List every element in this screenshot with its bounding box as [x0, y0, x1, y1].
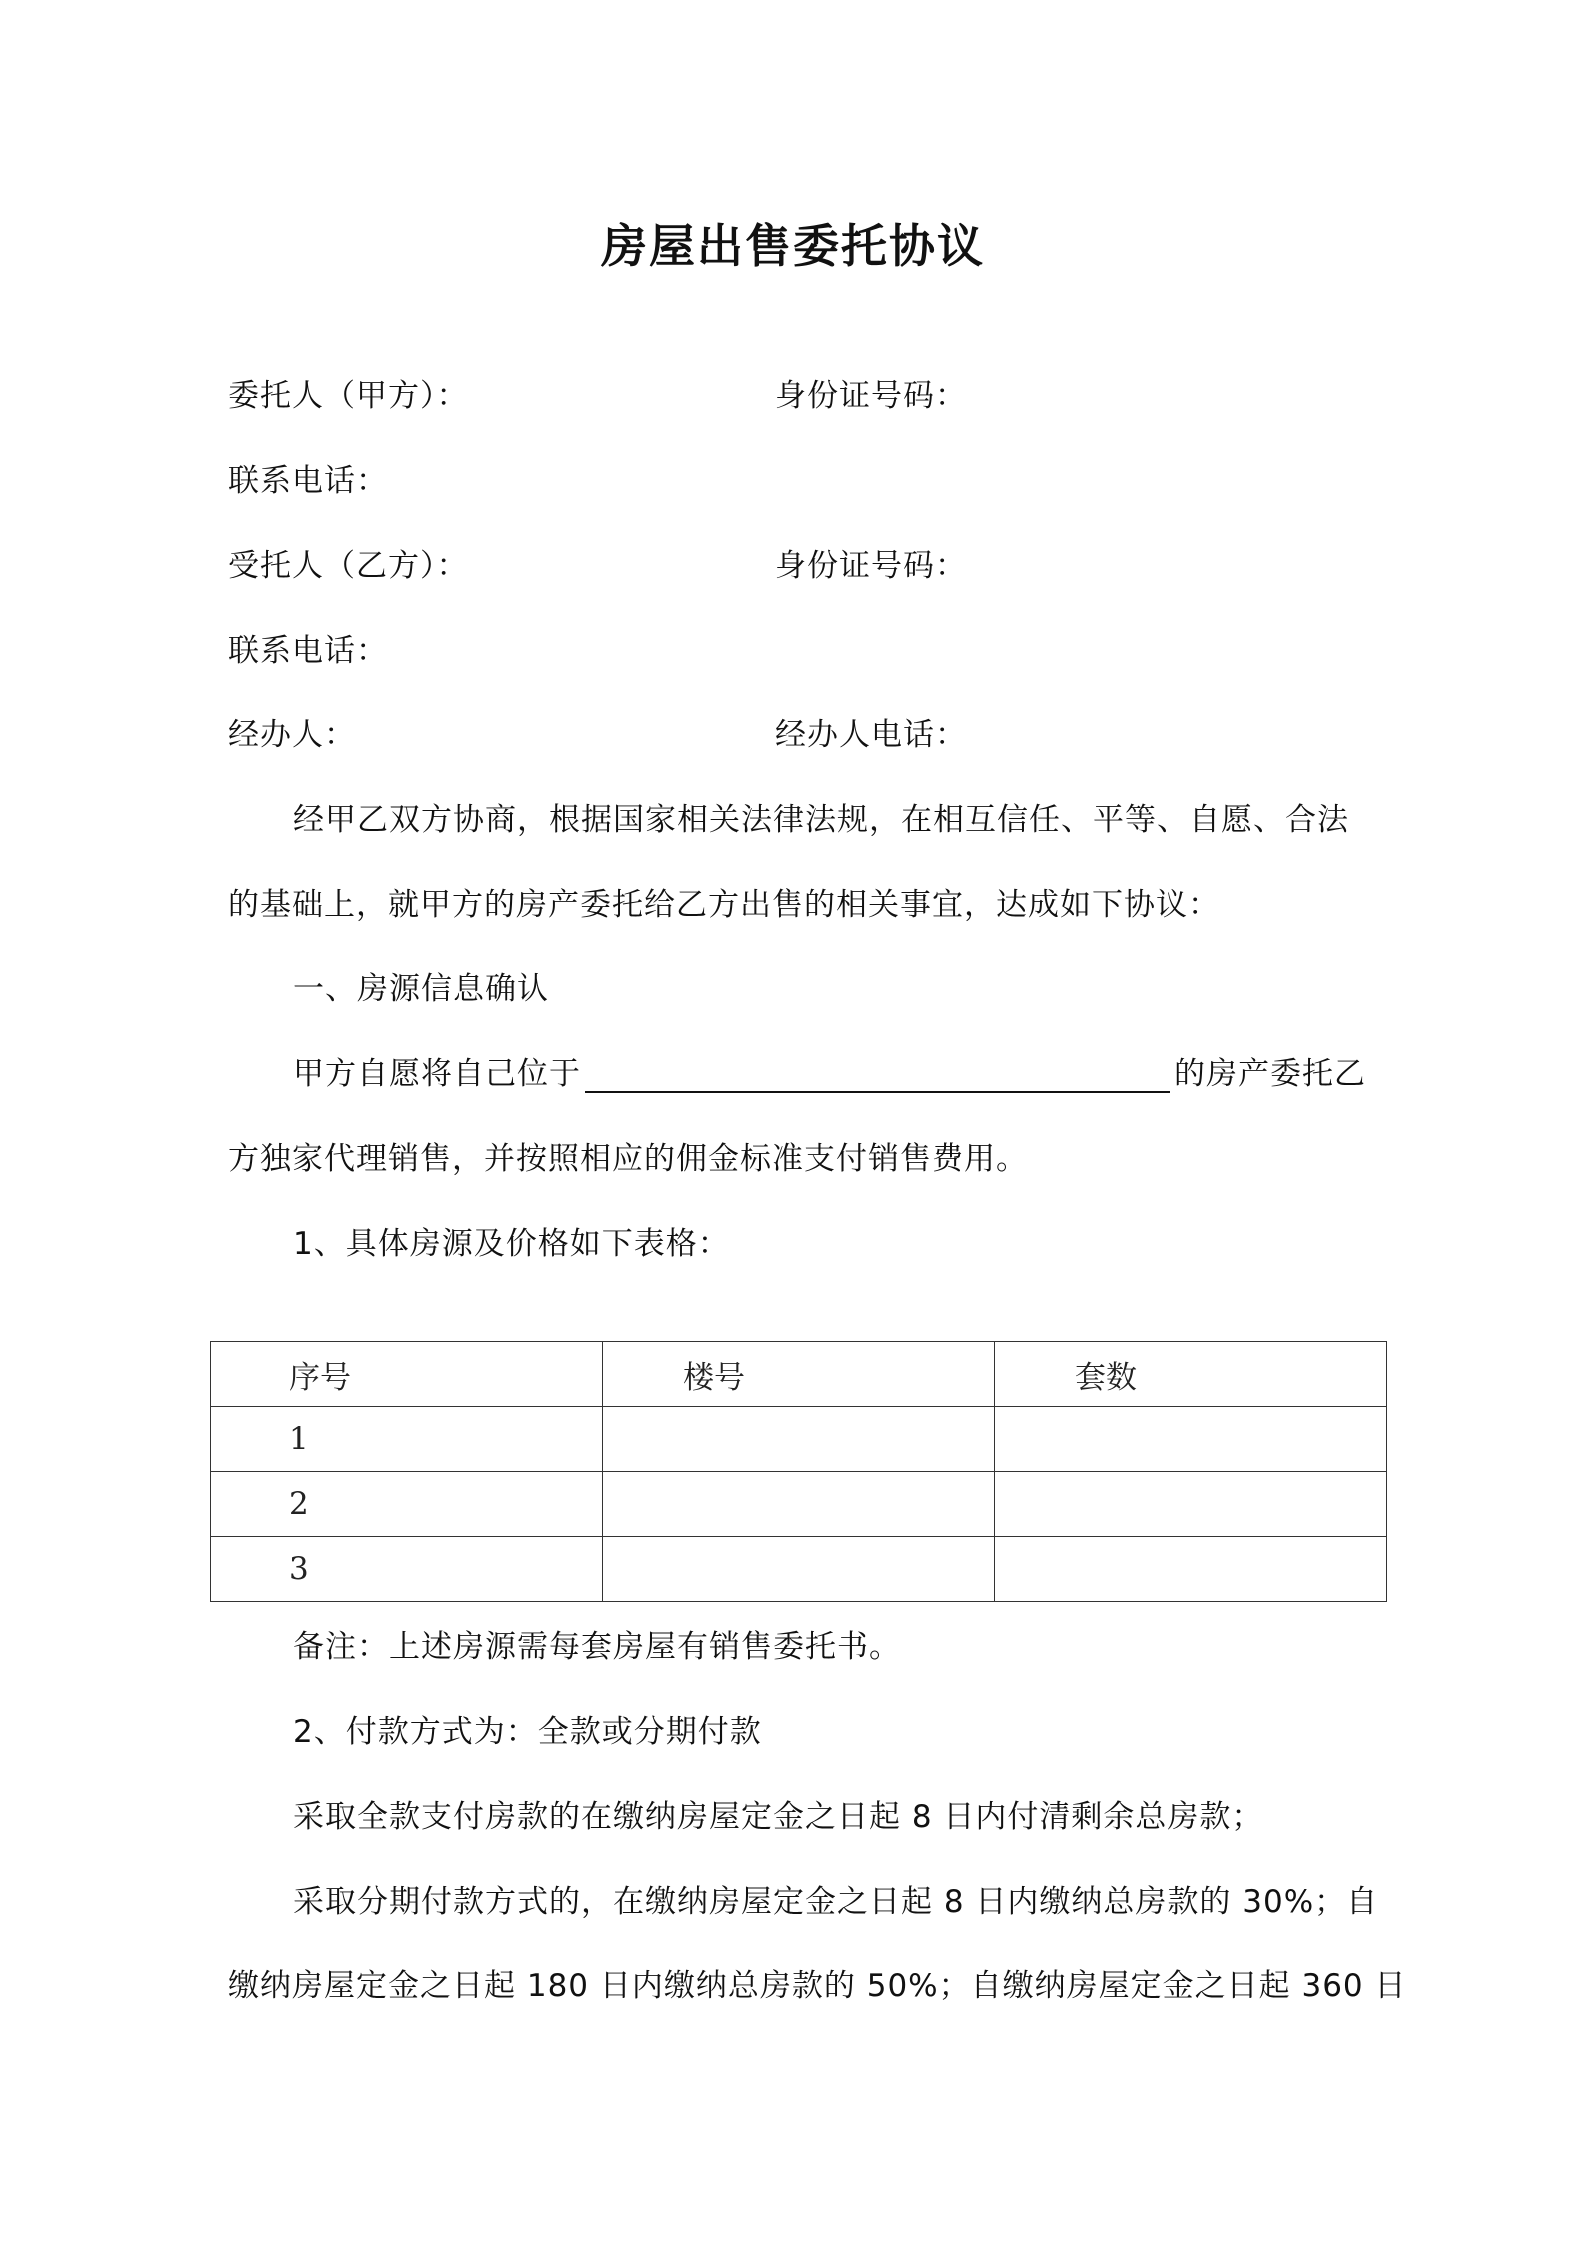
header-unit-count: 套数	[995, 1342, 1387, 1407]
header-building-number: 楼号	[603, 1342, 995, 1407]
section-1-paragraph-line-2: 方独家代理销售，并按照相应的佣金标准支付销售费用。	[228, 1141, 1028, 1177]
party-b-phone-label: 联系电话：	[228, 633, 388, 669]
table-cell	[995, 1537, 1387, 1602]
section-1-paragraph-line-1	[293, 1048, 1366, 1093]
table-cell: 3	[211, 1537, 603, 1602]
table-header-row	[211, 1342, 1387, 1407]
header-serial-number: 序号	[211, 1342, 603, 1407]
installment-line-1: 采取分期付款方式的，在缴纳房屋定金之日起 8 日内缴纳总房款的 30%；自	[293, 1884, 1379, 1920]
property-table	[210, 1341, 1387, 1602]
intro-paragraph-line-1: 经甲乙双方协商，根据国家相关法律法规，在相互信任、平等、自愿、合法	[293, 802, 1349, 838]
document-title: 房屋出售委托协议	[601, 219, 985, 273]
full-payment-line: 采取全款支付房款的在缴纳房屋定金之日起 8 日内付清剩余总房款；	[293, 1799, 1264, 1835]
intro-paragraph-line-2: 的基础上，就甲方的房产委托给乙方出售的相关事宜，达成如下协议：	[228, 887, 1220, 923]
table-cell: 2	[211, 1472, 603, 1537]
item-2-heading: 2、付款方式为：全款或分期付款	[293, 1714, 762, 1750]
table-row	[211, 1537, 1387, 1602]
handler-phone-label: 经办人电话：	[775, 717, 967, 753]
location-blank	[585, 1055, 1170, 1093]
party-a-id-label: 身份证号码：	[775, 378, 967, 414]
table-cell	[995, 1472, 1387, 1537]
party-a-label: 委托人（甲方）：	[228, 378, 469, 414]
handler-label: 经办人：	[228, 717, 356, 753]
table-cell	[603, 1537, 995, 1602]
table-cell: 1	[211, 1407, 603, 1472]
installment-line-2: 缴纳房屋定金之日起 180 日内缴纳总房款的 50%；自缴纳房屋定金之日起 360 日	[228, 1968, 1407, 2004]
section-1-heading: 一、房源信息确认	[293, 971, 549, 1007]
party-a-phone-label: 联系电话：	[228, 463, 388, 499]
location-suffix: 的房产委托乙	[1174, 1056, 1366, 1092]
remark-line: 备注：上述房源需每套房屋有销售委托书。	[293, 1629, 901, 1665]
party-b-id-label: 身份证号码：	[775, 548, 967, 584]
location-prefix: 甲方自愿将自己位于	[293, 1056, 581, 1092]
party-b-label: 受托人（乙方）：	[228, 548, 469, 584]
table-row	[211, 1407, 1387, 1472]
table-cell	[603, 1472, 995, 1537]
table-cell	[603, 1407, 995, 1472]
table-cell	[995, 1407, 1387, 1472]
item-1-heading: 1、具体房源及价格如下表格：	[293, 1226, 730, 1262]
table-row	[211, 1472, 1387, 1537]
